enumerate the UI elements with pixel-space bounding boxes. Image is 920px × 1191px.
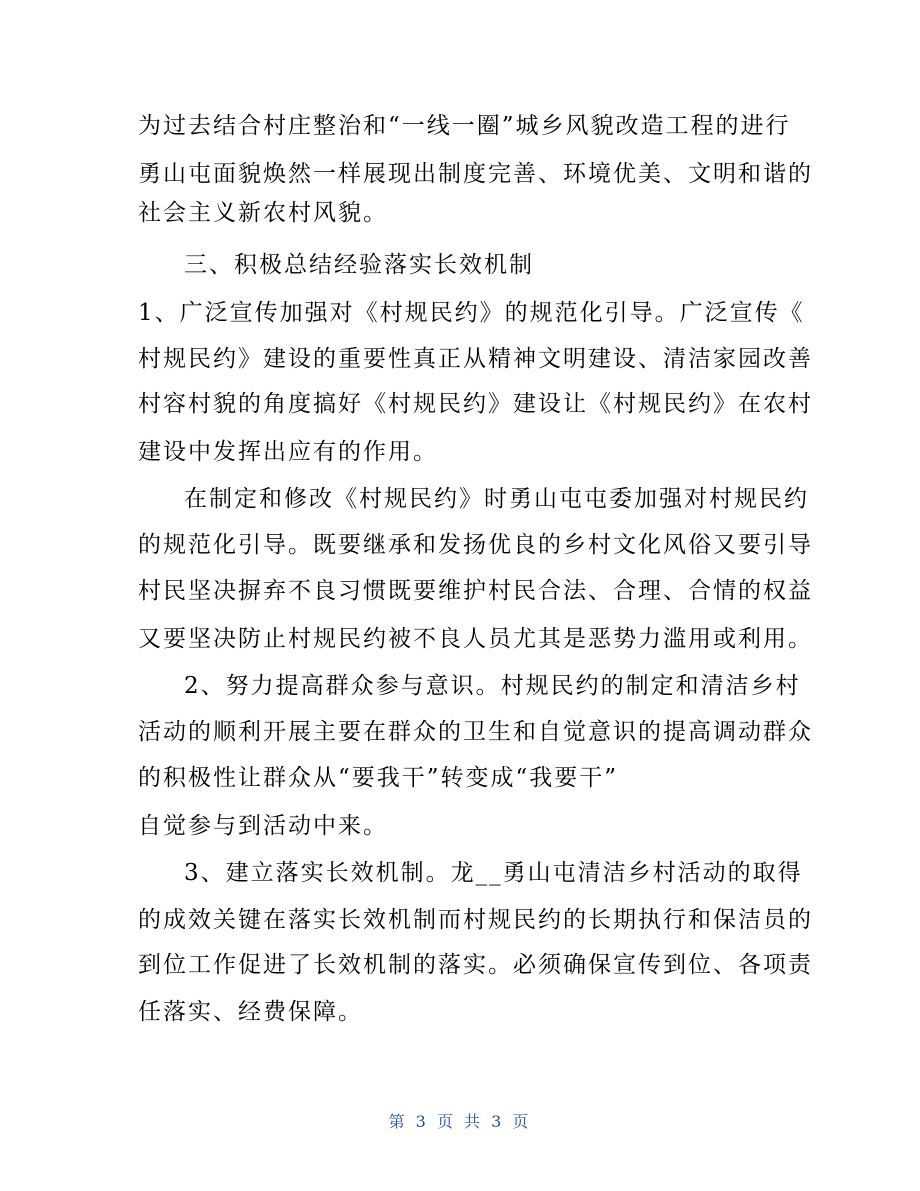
- paragraph-line: 的规范化引导。既要继承和发扬优良的乡村文化风俗又要引导: [138, 532, 813, 558]
- paragraph-line: 为过去结合村庄整治和“一线一圈”城乡风貌改造工程的进行: [138, 113, 791, 139]
- paragraph-line: 在制定和修改《村规民约》时勇山屯屯委加强对村规民约: [184, 486, 809, 512]
- paragraph-line: 村容村貌的角度搞好《村规民约》建设让《村规民约》在农村: [138, 391, 813, 417]
- paragraph-line: 建设中发挥出应有的作用。: [138, 439, 438, 465]
- paragraph-line: 任落实、经费保障。: [138, 999, 363, 1025]
- page-number-footer: 第 3 页 共 3 页: [388, 1112, 532, 1131]
- paragraph-line: 又要坚决防止村规民约被不良人员尤其是恶势力滥用或利用。: [138, 626, 813, 652]
- paragraph-line: 的成效关键在落实长效机制而村规民约的长期执行和保洁员的: [138, 907, 813, 933]
- paragraph-line: 活动的顺利开展主要在群众的卫生和自觉意识的提高调动群众: [138, 719, 813, 745]
- paragraph-line: 2、努力提高群众参与意识。村规民约的制定和清洁乡村: [184, 673, 801, 699]
- paragraph-line: 的积极性让群众从“要我干”转变成“我要干”: [138, 765, 619, 791]
- paragraph-line: 勇山屯面貌焕然一样展现出制度完善、环境优美、文明和谐的: [138, 161, 813, 187]
- section-heading: 三、积极总结经验落实长效机制: [184, 252, 534, 278]
- paragraph-line: 到位工作促进了长效机制的落实。必须确保宣传到位、各项责: [138, 952, 813, 978]
- paragraph-line: 3、建立落实长效机制。龙__勇山屯清洁乡村活动的取得: [184, 860, 803, 886]
- paragraph-line: 村民坚决摒弃不良习惯既要维护村民合法、合理、合情的权益: [138, 578, 813, 604]
- paragraph-line: 1、广泛宣传加强对《村规民约》的规范化引导。广泛宣传《: [138, 300, 805, 326]
- paragraph-line: 社会主义新农村风貌。: [138, 200, 388, 226]
- paragraph-line: 村规民约》建设的重要性真正从精神文明建设、清洁家园改善: [138, 346, 813, 372]
- paragraph-line: 自觉参与到活动中来。: [138, 813, 388, 839]
